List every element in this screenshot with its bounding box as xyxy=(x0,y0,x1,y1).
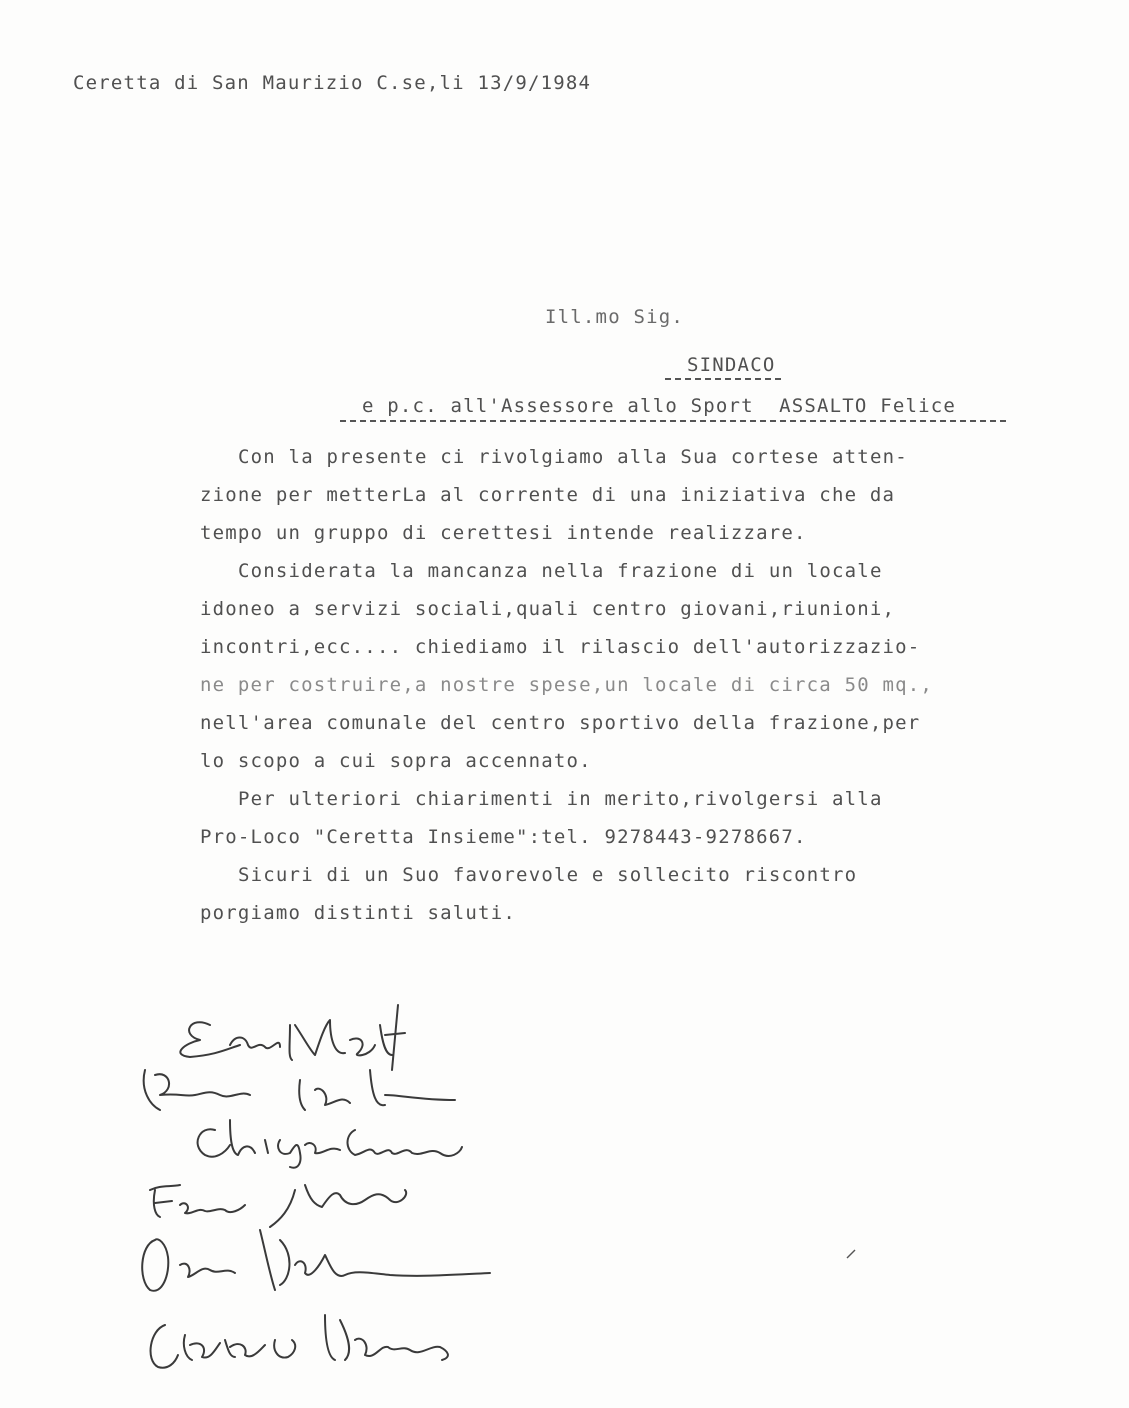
dateline: Ceretta di San Maurizio C.se,li 13/9/1984 xyxy=(73,72,592,94)
body-line: tempo un gruppo di cerettesi intende realizzare. xyxy=(200,522,807,544)
body-line: idoneo a servizi sociali,quali centro giovani,riunioni, xyxy=(200,598,896,620)
signature-4 xyxy=(150,1185,406,1227)
body-line: ne per costruire,a nostre spese,un locale di circa 50 mq., xyxy=(200,674,934,696)
pen-mark xyxy=(845,1248,857,1260)
recipient-title: SINDACO xyxy=(665,354,781,380)
body-line: Pro-Loco "Ceretta Insieme":tel. 9278443-9278667. xyxy=(200,826,807,848)
signature-2 xyxy=(144,1070,455,1110)
signature-6 xyxy=(151,1315,448,1368)
body-line: Con la presente ci rivolgiamo alla Sua cortese atten- xyxy=(238,446,908,468)
signatures-block xyxy=(130,995,520,1395)
body-line: incontri,ecc.... chiediamo il rilascio dell'autorizzazio- xyxy=(200,636,921,658)
body-line: Considerata la mancanza nella frazione di un locale xyxy=(238,560,883,582)
body-line: zione per metterLa al corrente di una iniziativa che da xyxy=(200,484,896,506)
cc-line: e p.c. all'Assessore allo Sport ASSALTO Felice xyxy=(340,395,1006,422)
body-line: lo scopo a cui sopra accennato. xyxy=(200,750,592,772)
body-line: porgiamo distinti saluti. xyxy=(200,902,516,924)
body-line: nell'area comunale del centro sportivo della frazione,per xyxy=(200,712,921,734)
signature-5 xyxy=(142,1230,490,1291)
salutation: Ill.mo Sig. xyxy=(545,306,685,328)
signature-3 xyxy=(198,1120,462,1168)
signature-1 xyxy=(180,1005,405,1070)
body-line: Sicuri di un Suo favorevole e sollecito riscontro xyxy=(238,864,858,886)
body-line: Per ulteriori chiarimenti in merito,rivolgersi alla xyxy=(238,788,883,810)
